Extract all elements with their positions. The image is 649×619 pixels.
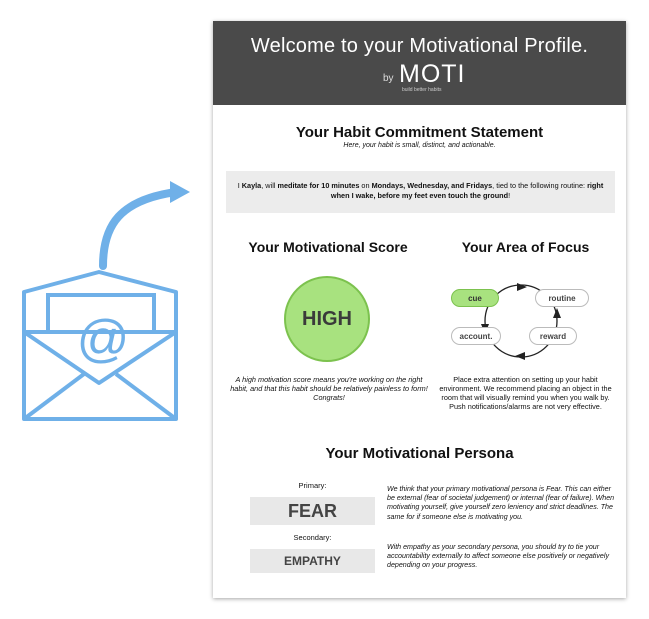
statement-text: !: [508, 191, 511, 200]
loop-account: account.: [451, 327, 501, 345]
persona-title: Your Motivational Persona: [325, 445, 514, 462]
focus-title: Your Area of Focus: [461, 239, 590, 255]
statement-text: on: [359, 181, 372, 190]
statement-text: , will: [261, 181, 278, 190]
statement-text: , tied to the following routine:: [492, 181, 588, 190]
loop-cue: cue: [451, 289, 499, 307]
commitment-title: Your Habit Commitment Statement: [295, 124, 544, 141]
arrow-icon: [103, 192, 176, 266]
secondary-label: Secondary:: [293, 533, 332, 542]
header-banner: [213, 21, 626, 105]
email-icon: [0, 0, 215, 430]
profile-card: [213, 21, 626, 598]
statement-routine: right when I wake, before my feet even touch the ground: [330, 181, 604, 200]
statement-name: Kayla: [241, 181, 262, 190]
primary-persona: FEAR: [250, 497, 375, 525]
loop-routine: routine: [535, 289, 589, 307]
score-badge: HIGH: [284, 276, 370, 362]
statement-action: meditate for 10 minutes: [277, 181, 360, 190]
score-note: A high motivation score means you're working on the right habit, and that this habit should be relatively painless to form! Congrats!: [230, 375, 428, 402]
secondary-persona-text: With empathy as your secondary persona, you should try to tie your accountability externally to affect someone else positively or negatively depending on your progress.: [387, 543, 609, 570]
primary-label: Primary:: [298, 481, 327, 490]
score-title: Your Motivational Score: [248, 239, 408, 255]
header-title: Welcome to your Motivational Profile.: [250, 35, 589, 57]
secondary-persona: EMPATHY: [250, 549, 375, 573]
focus-note: Place extra attention on setting up your habit environment. We recommend placing an object in the room that will visually remind you when you walk by. Push notifications/alarms are not very effective.: [439, 375, 612, 411]
commitment-statement: [226, 171, 615, 213]
commitment-subtitle: Here, your habit is small, distinct, and actionable.: [343, 142, 496, 149]
brand-logo: MOTI: [399, 60, 466, 88]
statement-days: Mondays, Wednesday, and Fridays: [371, 181, 493, 190]
loop-reward: reward: [529, 327, 577, 345]
habit-loop-diagram: [451, 273, 591, 373]
statement-text: I: [237, 181, 242, 190]
primary-persona-text: We think that your primary motivational persona is Fear. This can either be external (fear of societal judgement) or internal (fear of failure). When motivating yourself, give yourself zero leniency and strict deadlines. The same for if someone else is motivating you.: [387, 485, 615, 521]
brand-tagline: build better habits: [402, 87, 442, 93]
at-symbol-icon: @: [76, 310, 130, 368]
header-by: by: [383, 73, 394, 84]
